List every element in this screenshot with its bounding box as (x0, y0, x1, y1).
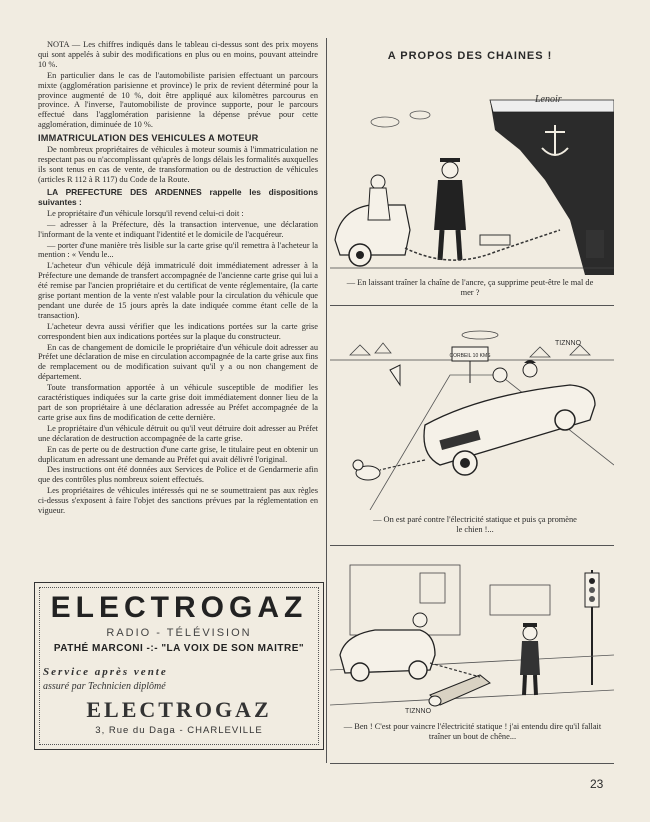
paragraph: De nombreux propriétaires de véhicules à moteur soumis à l'immatriculation ne respectant pas ou n'accomplissant qu'après de longs délais les formalités auxquelles ils sont tenus en cas de vente, de transformation ou de destruction de véhicules (articles R 112 à R 117) du Code de la Route. (38, 145, 318, 184)
paragraph: En cas de perte ou de destruction d'une carte grise, le titulaire peut en obtenir un duplicatum en adressant une demande au Préfet qui avait délivré l'original. (38, 444, 318, 464)
paragraph: Des instructions ont été données aux Services de Police et de Gendarmerie afin que des contrôles plus nombreux soient effectués. (38, 465, 318, 485)
cartoon-2-illustration (330, 315, 614, 510)
signature-3: TIZNNO (405, 708, 432, 715)
road-sign: CORBEIL 10 KMS (449, 353, 491, 359)
ad-brand-secondary: ELECTROGAZ (86, 697, 272, 722)
cartoon-1-caption: — En laissant traîner la chaîne de l'ancre, ça supprime peut-être le mal de mer ? (346, 278, 594, 297)
ad-brand: ELECTROGAZ (50, 591, 308, 624)
sub-heading: LA PREFECTURE DES ARDENNES rappelle les dispositions suivantes : (38, 186, 318, 207)
cartoon-3-illustration (330, 555, 614, 720)
cartoon-2-caption: — On est paré contre l'électricité statique et puis ça promène le chien !... (373, 515, 577, 534)
paragraph: — adresser à la Préfecture, dès la transaction intervenue, une déclaration l'informant de la vente et indiquant l'identité et le domicile de l'acquéreur. (38, 219, 318, 239)
nota-paragraph-2: En particulier dans le cas de l'automobiliste parisien effectuant un parcours mixte (agglomération parisienne et province) le prix de revient déterminé pour la province augmenté de 10 %, doit être appliqué aux kilomètres parcourus en province. A l'inverse, l'automobiliste de province supporte, pour le parcours effectué dans l'agglomération parisienne la dépense prévue pour cette agglomération, diminuée de 10 %. (38, 70, 318, 130)
signature-2: TIZNNO (555, 340, 582, 347)
paragraph: Toute transformation apportée à un véhicule susceptible de modifier les caractéristiques indiquées sur la carte grise doit immédiatement donner lieu de la part de son propriétaire à une déclaration adressée au Préfet accompagnée de la carte grise aux fins de modification de cette dernière. (38, 383, 318, 422)
section-heading: IMMATRICULATION DES VEHICULES A MOTEUR (38, 133, 259, 144)
paragraph: L'acheteur devra aussi vérifier que les indications portées sur la carte grise correspondent bien aux indications portées sur la plaque du constructeur. (38, 321, 318, 341)
ad-radio-tv: RADIO - TÉLÉVISION (106, 627, 252, 639)
paragraph: Le propriétaire d'un véhicule lorsqu'il revend celui-ci doit : (47, 208, 244, 218)
left-column (38, 40, 318, 517)
panel-divider-3 (330, 763, 614, 764)
cartoon-3-caption: — Ben ! C'est pour vaincre l'électricité statique ! j'ai entendu dire qu'il fallait traîner un bout de chêne... (343, 722, 602, 741)
electrogaz-advertisement (34, 582, 324, 750)
paragraph: Les propriétaires de véhicules intéressés qui ne se soumettraient pas aux règles ci-dessus s'exposent à faire l'objet des sanctions prévues par la réglementation en vigueur. (38, 486, 318, 516)
page-number: 23 (590, 777, 604, 791)
panel-divider-1 (330, 305, 614, 306)
ad-pathe-marconi: PATHÉ MARCONI -:- "LA VOIX DE SON MAITRE" (53, 643, 305, 654)
nota-paragraph: NOTA — Les chiffres indiqués dans le tableau ci-dessus sont des prix moyens qui sont appelés à subir des modifications en plus ou en moins, pouvant atteindre 10 %. (38, 40, 318, 69)
paragraph: En cas de changement de domicile le propriétaire d'un véhicule doit adresser au Préfet une déclaration de mise en circulation accompagnée de la carte grise aux fins de remplacement ou de modification suivant qu'il y a ou non changement de département. (38, 342, 318, 382)
ad-address: 3, Rue du Daga - CHARLEVILLE (95, 725, 263, 736)
panel-divider-2 (330, 545, 614, 546)
paragraph: L'acheteur d'un véhicule déjà immatriculé doit immédiatement adresser à la Préfecture une demande de transfert accompagnée de l'ancienne carte grise qui lui a été remise par l'ancien propriétaire et du certificat de vente réglementaire, (la carte grise portant mention de la vente n'est valable pour la circulation du véhicule que pendant une durée de 15 jours après la date indiquée comme étant celle de la transaction). (38, 261, 318, 320)
signature-1: Lenoir (535, 94, 562, 105)
paragraph: Le propriétaire d'un véhicule détruit ou qu'il veut détruire doit adresser au Préfet une déclaration de destruction accompagnée de la carte grise. (38, 423, 318, 443)
cartoon-1-illustration (330, 70, 614, 275)
paragraph: — porter d'une manière très lisible sur la carte grise qu'il remettra à l'acheteur la mention : « Vendu le... (38, 240, 318, 260)
ad-assure: assuré par Technicien diplômé (43, 681, 166, 692)
column-divider (326, 38, 327, 763)
ad-service: Service après vente (43, 666, 168, 678)
cartoons-title: A PROPOS DES CHAINES ! (387, 50, 553, 62)
